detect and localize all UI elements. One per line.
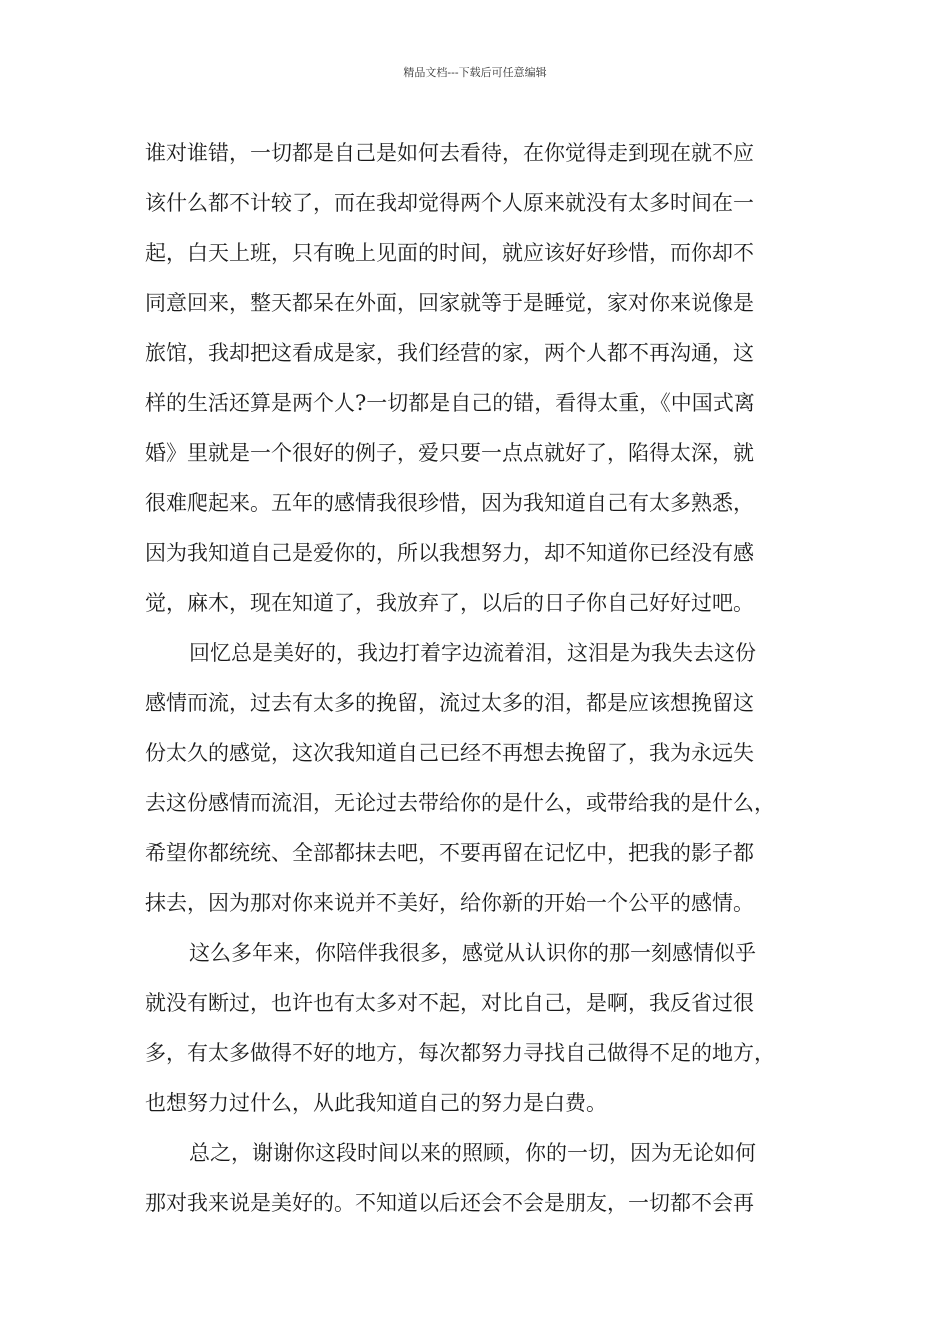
text-line: 那对我来说是美好的。不知道以后还会不会是朋友，一切都不会再 (145, 1191, 754, 1215)
text-line: 多，有太多做得不好的地方，每次都努力寻找自己做得不足的地方， (145, 1041, 775, 1065)
text-line: 希望你都统统、全部都抹去吧，不要再留在记忆中，把我的影子都 (145, 841, 754, 865)
text-line: 抹去，因为那对你来说并不美好，给你新的开始一个公平的感情。 (145, 891, 754, 915)
text-line: 旅馆，我却把这看成是家，我们经营的家，两个人都不再沟通，这 (145, 341, 754, 365)
text-line: 去这份感情而流泪，无论过去带给你的是什么，或带给我的是什么， (145, 791, 775, 815)
text-line: 同意回来，整天都呆在外面，回家就等于是睡觉，家对你来说像是 (145, 291, 754, 315)
text-line: 回忆总是美好的，我边打着字边流着泪，这泪是为我失去这份 (189, 641, 756, 665)
text-line: 总之，谢谢你这段时间以来的照顾，你的一切，因为无论如何 (189, 1141, 756, 1165)
text-line: 很难爬起来。五年的感情我很珍惜，因为我知道自己有太多熟悉， (145, 491, 754, 515)
text-line: 因为我知道自己是爱你的，所以我想努力，却不知道你已经没有感 (145, 541, 754, 565)
text-line: 觉，麻木，现在知道了，我放弃了，以后的日子你自己好好过吧。 (145, 591, 754, 615)
text-line: 样的生活还算是两个人?一切都是自己的错，看得太重，《中国式离 (145, 391, 755, 415)
text-line: 该什么都不计较了，而在我却觉得两个人原来就没有太多时间在一 (145, 191, 754, 215)
text-line: 起，白天上班，只有晚上见面的时间，就应该好好珍惜，而你却不 (145, 241, 754, 265)
text-line: 婚》里就是一个很好的例子，爱只要一点点就好了，陷得太深，就 (145, 441, 754, 465)
text-line: 就没有断过，也许也有太多对不起，对比自己，是啊，我反省过很 (145, 991, 754, 1015)
document-body (145, 128, 810, 1228)
text-line: 这么多年来，你陪伴我很多，感觉从认识你的那一刻感情似乎 (189, 941, 756, 965)
text-line: 谁对谁错，一切都是自己是如何去看待，在你觉得走到现在就不应 (145, 141, 754, 165)
text-line: 感情而流，过去有太多的挽留，流过太多的泪，都是应该想挽留这 (145, 691, 754, 715)
text-line: 也想努力过什么，从此我知道自己的努力是白费。 (145, 1091, 607, 1115)
page-header: 精品文档---下载后可任意编辑 (403, 66, 547, 79)
text-line: 份太久的感觉，这次我知道自己已经不再想去挽留了，我为永远失 (145, 741, 754, 765)
